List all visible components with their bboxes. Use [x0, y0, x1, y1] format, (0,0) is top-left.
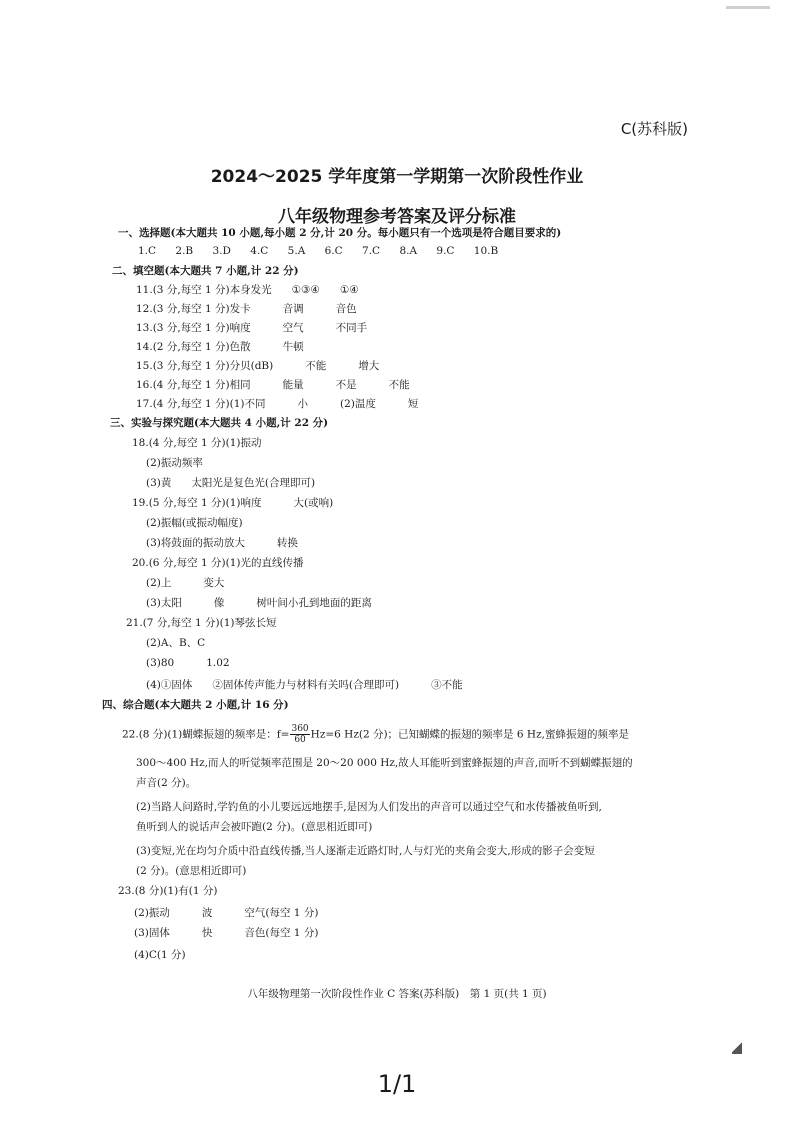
answer-line-q11: 11.(3 分,每空 1 分)本身发光 ①③④ ①④ [136, 284, 359, 296]
answer-line-q18-2: (2)振动频率 [146, 457, 203, 469]
answer-line-q22-l7: (2 分)。(意思相近即可) [136, 865, 247, 877]
answer-line-q22-l5: 鱼听到人的说话声会被吓跑(2 分)。(意思相近即可) [136, 821, 373, 833]
section-heading-fill: 二、填空题(本大题共 7 小题,计 22 分) [112, 265, 299, 277]
answer-line-q20: 20.(6 分,每空 1 分)(1)光的直线传播 [132, 557, 304, 569]
answer-line-q15: 15.(3 分,每空 1 分)分贝(dB) 不能 增大 [136, 360, 380, 372]
answer-line-q20-2: (2)上 变大 [146, 577, 225, 589]
choice-answer: 1.C [138, 245, 157, 257]
choice-answer: 6.C [324, 245, 343, 257]
page-title: 2024～2025 学年度第一学期第一次阶段性作业 [210, 167, 584, 187]
answer-line-q19: 19.(5 分,每空 1 分)(1)响度 大(或响) [132, 497, 334, 509]
answer-line-q22: 22.(8 分)(1)蝴蝶振翅的频率是：f= $\frac{360}{60}$ Hz=6 Hz(2 分)；已知蝴蝶的振翅的频率是 6 Hz,蜜蜂振翅的频率是 [122, 724, 629, 745]
choice-answer: 3.D [212, 245, 231, 257]
answer-line-q14: 14.(2 分,每空 1 分)色散 牛顿 [136, 341, 304, 353]
answer-line-q20-3: (3)太阳 像 树叶间小孔到地面的距离 [146, 597, 372, 609]
answer-line-q21-2: (2)A、B、C [146, 637, 206, 649]
page-counter: 1/1 [377, 1070, 417, 1098]
choice-answer: 4.C [250, 245, 269, 257]
choice-answer: 7.C [362, 245, 381, 257]
answer-line-q13: 13.(3 分,每空 1 分)响度 空气 不同手 [136, 322, 368, 334]
page-footer: 八年级物理第一次阶段性作业 C 答案(苏科版) 第 1 页(共 1 页) [247, 988, 547, 1000]
answer-line-q17: 17.(4 分,每空 1 分)(1)不同 小 (2)温度 短 [136, 398, 419, 410]
page-subtitle: 八年级物理参考答案及评分标准 [278, 207, 516, 227]
answer-line-q22-l3: 声音(2 分)。 [136, 777, 197, 789]
answer-line-q19-2: (2)振幅(或振动幅度) [146, 517, 243, 529]
answer-line-q22-l2: 300～400 Hz,而人的听觉频率范围是 20～20 000 Hz,故人耳能听到蜜蜂振翅的声音,而听不到蝴蝶振翅的 [136, 757, 633, 769]
answer-line-q23-2: (2)振动 波 空气(每空 1 分) [134, 907, 319, 919]
choice-answer: 9.C [436, 245, 455, 257]
choice-answers [138, 244, 514, 258]
choice-answer: 5.A [287, 245, 306, 257]
answer-line-q19-3: (3)将鼓面的振动放大 转换 [146, 537, 298, 549]
answer-line-q23-4: (4)C(1 分) [134, 949, 186, 961]
choice-answer: 8.A [399, 245, 418, 257]
page-corner-mark [732, 1040, 742, 1054]
scan-mark [726, 6, 770, 9]
answer-line-q21-4: (4)①固体 ②固体传声能力与材料有关吗(合理即可) ③不能 [146, 679, 463, 691]
answer-line-q23: 23.(8 分)(1)有(1 分) [118, 885, 218, 897]
answer-line-q18-3: (3)黄 太阳光是复色光(合理即可) [146, 477, 316, 489]
answer-line-q18: 18.(4 分,每空 1 分)(1)振动 [132, 437, 262, 449]
answer-line-q21: 21.(7 分,每空 1 分)(1)琴弦长短 [126, 617, 277, 629]
frequency-fraction: $\frac{360}{60}$ [291, 724, 309, 745]
answer-line-q23-3: (3)固体 快 音色(每空 1 分) [134, 927, 319, 939]
answer-line-q21-3: (3)80 1.02 [146, 657, 230, 669]
section-heading-comprehensive: 四、综合题(本大题共 2 小题,计 16 分) [102, 699, 289, 711]
answer-line-q22-l6: (3)变短,光在均匀介质中沿直线传播,当人逐渐走近路灯时,人与灯光的夹角会变大,形成的影子会变短 [136, 845, 595, 857]
edition-label: C(苏科版) [620, 120, 688, 138]
section-heading-lab: 三、实验与探究题(本大题共 4 小题,计 22 分) [110, 417, 329, 429]
answer-line-q12: 12.(3 分,每空 1 分)发卡 音调 音色 [136, 303, 357, 315]
answer-line-q16: 16.(4 分,每空 1 分)相同 能量 不是 不能 [136, 379, 410, 391]
choice-answer: 10.B [473, 245, 499, 257]
section-heading-choice: 一、选择题(本大题共 10 小题,每小题 2 分,计 20 分。每小题只有一个选项是符合题目要求的) [118, 227, 562, 239]
choice-answer: 2.B [175, 245, 194, 257]
answer-line-q22-l4: (2)当路人问路时,学钓鱼的小儿要远远地摆手,是因为人们发出的声音可以通过空气和水传播被鱼听到, [136, 801, 602, 813]
